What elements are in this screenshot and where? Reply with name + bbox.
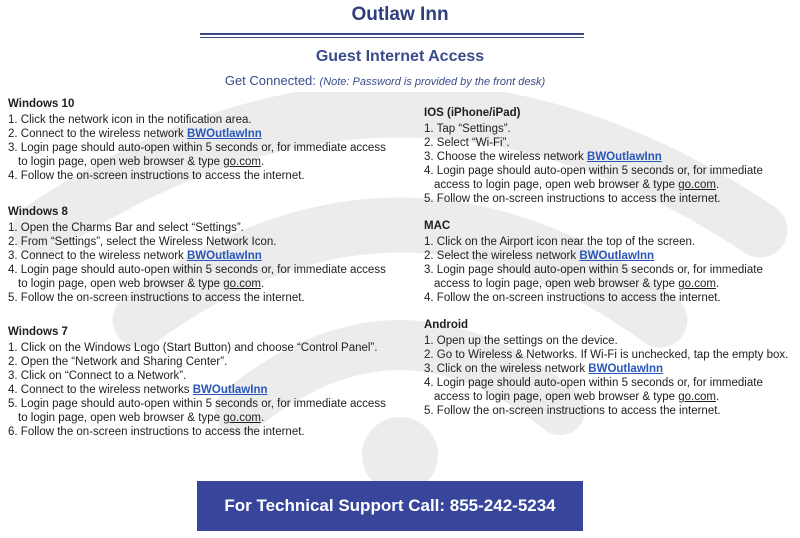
step-number: 1. [424,123,434,135]
step-item [424,122,800,136]
step-item [8,291,388,305]
step-list [8,221,388,305]
step-end: . [260,156,265,168]
step-text: Click on the Windows Logo (Start Button) and choose “Control Panel”. [20,342,378,354]
url-link[interactable]: go.com [223,278,261,290]
step-number: 4. [8,170,18,182]
url-link[interactable]: go.com [223,412,261,424]
step-text: Login page should auto-open within 5 seconds or, for immediate access to login page, open web browser & type [18,142,386,168]
step-text: Select “Wi-Fi”. [436,137,510,149]
step-item [8,369,388,383]
step-number: 5. [424,405,434,417]
network-name-link[interactable]: BWOutlawInn [192,384,268,396]
step-list [424,334,800,418]
step-text: Click on the wireless network [436,363,586,375]
step-text: Click on “Connect to a Network”. [20,370,187,382]
windows-10-section [8,97,388,183]
step-number: 4. [424,377,434,389]
password-note: (Note: Password is provided by the front desk) [319,76,546,88]
step-number: 1. [8,222,18,234]
step-number: 1. [424,335,434,347]
network-name-link[interactable]: BWOutlawInn [187,128,262,140]
step-end: . [715,179,720,191]
step-item [8,249,388,263]
page-subtitle: Guest Internet Access [315,48,485,65]
step-text: Tap “Settings”. [436,123,511,135]
step-number: 4. [8,384,18,396]
step-text: Click on the Airport icon near the top of the screen. [436,236,696,248]
step-item [424,235,800,249]
step-end: . [715,278,720,290]
step-item [424,376,800,404]
step-text: Connect to the wireless network [20,250,184,262]
step-text: Connect to the wireless networks [20,384,190,396]
windows-8-section [8,205,388,305]
hotel-name: Outlaw Inn [351,4,449,25]
step-text: Open the “Network and Sharing Center”. [20,356,228,368]
mac-section [424,219,800,305]
step-item [424,334,800,348]
step-number: 2. [8,236,18,248]
step-text: Login page should auto-open within 5 seconds or, for immediate access to login page, open web browser & type [434,377,763,403]
step-number: 2. [8,128,18,140]
step-number: 3. [8,142,18,154]
section-title: IOS (iPhone/iPad) [424,107,521,119]
step-text: Login page should auto-open within 5 seconds or, for immediate access to login page, open web browser & type [18,398,386,424]
step-number: 6. [8,426,18,438]
section-title: Windows 7 [8,326,68,338]
section-title: MAC [424,220,451,232]
section-title: Android [424,319,469,331]
step-item [8,383,388,397]
step-end: . [260,278,265,290]
get-connected-label: Get Connected: [224,73,316,88]
step-item [8,263,388,291]
step-text: Login page should auto-open within 5 seconds or, for immediate access to login page, open web browser & type [434,165,763,191]
step-number: 4. [424,165,434,177]
step-number: 3. [8,370,18,382]
step-text: Open the Charms Bar and select “Settings”. [20,222,244,234]
step-number: 5. [424,193,434,205]
network-name-link[interactable]: BWOutlawInn [579,250,655,262]
get-connected-line [0,73,770,88]
windows-7-section [8,325,388,439]
step-number: 1. [8,114,18,126]
step-item [424,404,800,418]
step-number: 1. [424,236,434,248]
step-item [424,136,800,150]
step-text: Follow the on-screen instructions to access the internet. [436,292,721,304]
network-name-link[interactable]: BWOutlawInn [187,250,262,262]
step-list [8,113,388,183]
step-text: Login page should auto-open within 5 seconds or, for immediate access to login page, open web browser & type [434,264,763,290]
step-number: 5. [8,292,18,304]
step-text: Login page should auto-open within 5 seconds or, for immediate access to login page, open web browser & type [18,264,386,290]
step-text: Go to Wireless & Networks. If Wi-Fi is unchecked, tap the empty box. [436,349,789,361]
step-text: Follow the on-screen instructions to access the internet. [436,193,721,205]
step-text: Select the wireless network [436,250,577,262]
step-list [424,122,800,206]
step-item [424,263,800,291]
section-title: Windows 10 [8,98,75,110]
step-item [8,355,388,369]
url-link[interactable]: go.com [678,391,716,403]
step-text: Follow the on-screen instructions to access the internet. [20,292,305,304]
step-item [8,397,388,425]
step-number: 2. [424,137,434,149]
step-text: From “Settings”, select the Wireless Network Icon. [20,236,277,248]
step-text: Click the network icon in the notification area. [20,114,252,126]
step-number: 2. [424,349,434,361]
step-item [424,192,800,206]
network-name-link[interactable]: BWOutlawInn [588,363,664,375]
step-item [424,362,800,376]
step-number: 2. [424,250,434,262]
step-text: Open up the settings on the device. [436,335,618,347]
step-number: 3. [424,363,434,375]
step-text: Follow the on-screen instructions to access the internet. [20,170,305,182]
section-title: Windows 8 [8,206,68,218]
step-number: 3. [8,250,18,262]
step-text: Choose the wireless network [436,151,584,163]
step-number: 2. [8,356,18,368]
step-number: 1. [8,342,18,354]
header-rule-top [200,33,584,35]
step-number: 3. [424,151,434,163]
step-item [8,425,388,439]
step-item [8,169,388,183]
step-item [424,249,800,263]
step-item [424,164,800,192]
step-list [424,235,800,305]
step-item [424,291,800,305]
step-end: . [715,391,720,403]
url-link[interactable]: go.com [223,156,261,168]
step-item [8,221,388,235]
header-rule-bottom [200,37,584,38]
step-item [424,150,800,164]
step-number: 4. [8,264,18,276]
step-number: 4. [424,292,434,304]
step-text: Follow the on-screen instructions to access the internet. [20,426,305,438]
step-list [8,341,388,439]
android-section [424,318,800,418]
tech-support-banner: For Technical Support Call: 855-242-5234 [197,481,583,531]
step-item [8,341,388,355]
step-text: Connect to the wireless network [20,128,184,140]
step-item [8,235,388,249]
step-text: Follow the on-screen instructions to access the internet. [436,405,721,417]
step-item [8,113,388,127]
step-end: . [260,412,265,424]
step-number: 5. [8,398,18,410]
step-number: 3. [424,264,434,276]
step-item [424,348,800,362]
step-item [8,127,388,141]
ios-section [424,106,800,206]
step-item [8,141,388,169]
url-link[interactable]: go.com [678,278,716,290]
url-link[interactable]: go.com [678,179,716,191]
network-name-link[interactable]: BWOutlawInn [587,151,662,163]
